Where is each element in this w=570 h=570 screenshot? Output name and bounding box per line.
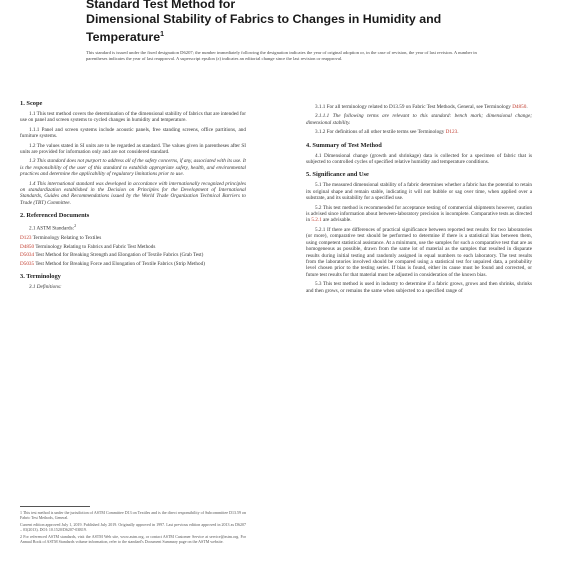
title-line-2: Dimensional Stability of Fabrics to Changes in Humidity and — [86, 12, 442, 26]
ref-code-link[interactable]: D5035 — [20, 260, 35, 267]
section-significance-heading: 5. Significance and Use — [306, 171, 369, 179]
para-5-2-end: are advisable. — [321, 217, 352, 224]
title-line-1: Standard Test Method for — [86, 0, 236, 11]
ref-title: Test Method for Breaking Force and Elongation of Textile Fabrics (Strip Method) — [34, 260, 205, 267]
para-2-1 — [20, 223, 246, 232]
para-2-1-text: 2.1 ASTM Standards: — [29, 226, 75, 233]
section-referenced-documents-heading: 2. Referenced Documents — [20, 212, 90, 220]
para-3-1-1-1: 3.1.1.1 The following terms are relevant to this standard: bench mark; dimensional change; dimensional stability. — [306, 113, 532, 126]
footnote-1: 1 This test method is under the jurisdiction of ASTM Committee D13 on Textiles and is the direct responsibility of Subcommittee D13.59 on Fabric Test Methods, General. — [20, 510, 246, 521]
footnote-edition: Current edition approved July 1, 2019. Published July 2019. Originally approved in 1997. Last previous edition approved in 2013 as D6207 – 03(2013). DOI: 10.1520/D6207-03R19. — [20, 521, 246, 533]
para-2-1-footnote-mark: 2 — [74, 223, 77, 229]
ref-code-link[interactable]: D123 — [20, 235, 32, 242]
title-block — [86, 0, 506, 45]
para-1-3: 1.3 This standard does not purport to address all of the safety concerns, if any, associated with its use. It is the responsibility of the user of this standard to establish appropriate safety, health, and environmental practices and determine the applicability of regulatory limitations prior to use. — [20, 158, 246, 178]
ref-code-link[interactable]: D5034 — [20, 252, 35, 259]
designation-notice: This standard is issued under the fixed designation D6207; the number immediately following the designation indicates the year of original adoption or, in the case of revision, the year of last revision. A number in parentheses indicates the year of last reapproval. A superscript epsilon (ε) indicates an editorial change since the last revision or reapproval. — [86, 50, 477, 61]
para-1-4: 1.4 This international standard was developed in accordance with internationally recognized principles on standardization established in the Decision on Principles for the Development of International Standards, Guides and Recommendations issued by the World Trade Organization Technical Barriers to Trade (TBT) Committee. — [20, 180, 246, 206]
link-d123[interactable]: D123 — [445, 129, 458, 136]
section-summary-heading: 4. Summary of Test Method — [306, 141, 382, 149]
para-5-2-1: 5.2.1 If there are differences of practical significance between reported test results for two laboratories (or more), comparative test should be performed to determine if there is a statistical bias between them, using competent statistical assistance. At a minimum, use the samples for such a comparative test that are as homogeneous as possible, drawn from the same lot of material as the samples that resulted in disparate results during initial testing and randomly assigned in equal numbers to each laboratory. The test results from the laboratories involved should be compared using a statistical test for unpaired data, a probability level chosen prior to the testing series. If bias is found, either its cause must be found and corrected, or future test results for that material must be adjusted in consideration of the known bias. — [306, 226, 532, 278]
ref-title: Test Method for Breaking Strength and Elongation of Textile Fabrics (Grab Test) — [34, 252, 204, 259]
title-line-3 — [86, 27, 506, 45]
ref-title: Terminology Relating to Textiles — [31, 235, 102, 242]
section-terminology-heading: 3. Terminology — [20, 273, 61, 281]
section-scope-heading: 1. Scope — [20, 100, 43, 107]
ref-title: Terminology Relating to Fabrics and Fabric Test Methods — [34, 243, 156, 250]
link-5-2-1[interactable]: 5.2.1 — [311, 217, 322, 224]
para-5-2 — [306, 205, 532, 224]
para-5-2-text: 5.2 This test method is recommended for acceptance testing of commercial shipments however, caution is advised since information about between-laboratory precision is incomplete. Comparative tests as directed in — [306, 204, 532, 224]
para-3-1-1-text: 3.1.1 For all terminology related to D13.59 on Fabric Test Methods, General, see Terminology — [315, 104, 511, 110]
para-1-1-1: 1.1.1 Panel and screen systems include acoustic panels, free standing screens, office partitions, and furniture systems. — [20, 126, 246, 140]
para-3-1-2: 3.1.2 For definitions of all other textile terms see Terminology D123. — [315, 129, 459, 136]
footnote-divider — [20, 506, 90, 507]
left-column — [20, 100, 246, 293]
ref-item — [20, 261, 246, 267]
ref-item — [20, 244, 246, 250]
ref-code-link[interactable]: D4850 — [20, 243, 35, 250]
link-d4850[interactable]: D4850 — [512, 104, 527, 110]
para-1-2: 1.2 The values stated in SI units are to be regarded as standard. The values given in parentheses after SI units are provided for information only and are not considered standard. — [20, 142, 246, 156]
para-3-1: 3.1 Definitions: — [29, 284, 62, 291]
ref-item — [20, 252, 246, 258]
para-5-1: 5.1 The measured dimensional stability of a fabric determines whether a fabric has the potential to retain its original shape and remain stable, indicating it will not bubble or sag over time, when applied over a substrate, and its suitability for a specified use. — [306, 182, 532, 202]
right-column — [306, 100, 532, 297]
para-4-1: 4.1 Dimensional change (growth and shrinkage) data is collected for a specimen of fabric that is subjected to controlled cycles of specified relative humidity and temperature conditions. — [306, 152, 532, 166]
title-line-3-text: Temperature — [86, 30, 161, 45]
ref-item — [20, 235, 246, 241]
para-3-1-1: 3.1.1 For all terminology related to D13.59 on Fabric Test Methods, General, see Terminology D4850. — [315, 104, 528, 110]
para-3-1-2-text: 3.1.2 For definitions of all other textile terms see Terminology — [315, 129, 445, 136]
para-1-1: 1.1 This test method covers the determination of the dimensional stability of fabrics that are intended for use on panel and screen systems to cycled changes in humidity and temperature. — [20, 111, 247, 124]
title-footnote-mark: 1 — [160, 31, 165, 38]
para-5-3: 5.3 This test method is used in industry to determine if a fabric grows, grows and then shrinks, shrinks and then grows, or remains the same when subjected to a specified range of — [306, 281, 532, 294]
footnotes — [20, 510, 246, 546]
footnote-2: 2 For referenced ASTM standards, visit the ASTM Web site, www.astm.org, or contact ASTM Customer Service at service@astm.org. For Annual Book of ASTM Standards volume information, refer to the standard's Document Summary page on the ASTM website. — [20, 533, 246, 545]
